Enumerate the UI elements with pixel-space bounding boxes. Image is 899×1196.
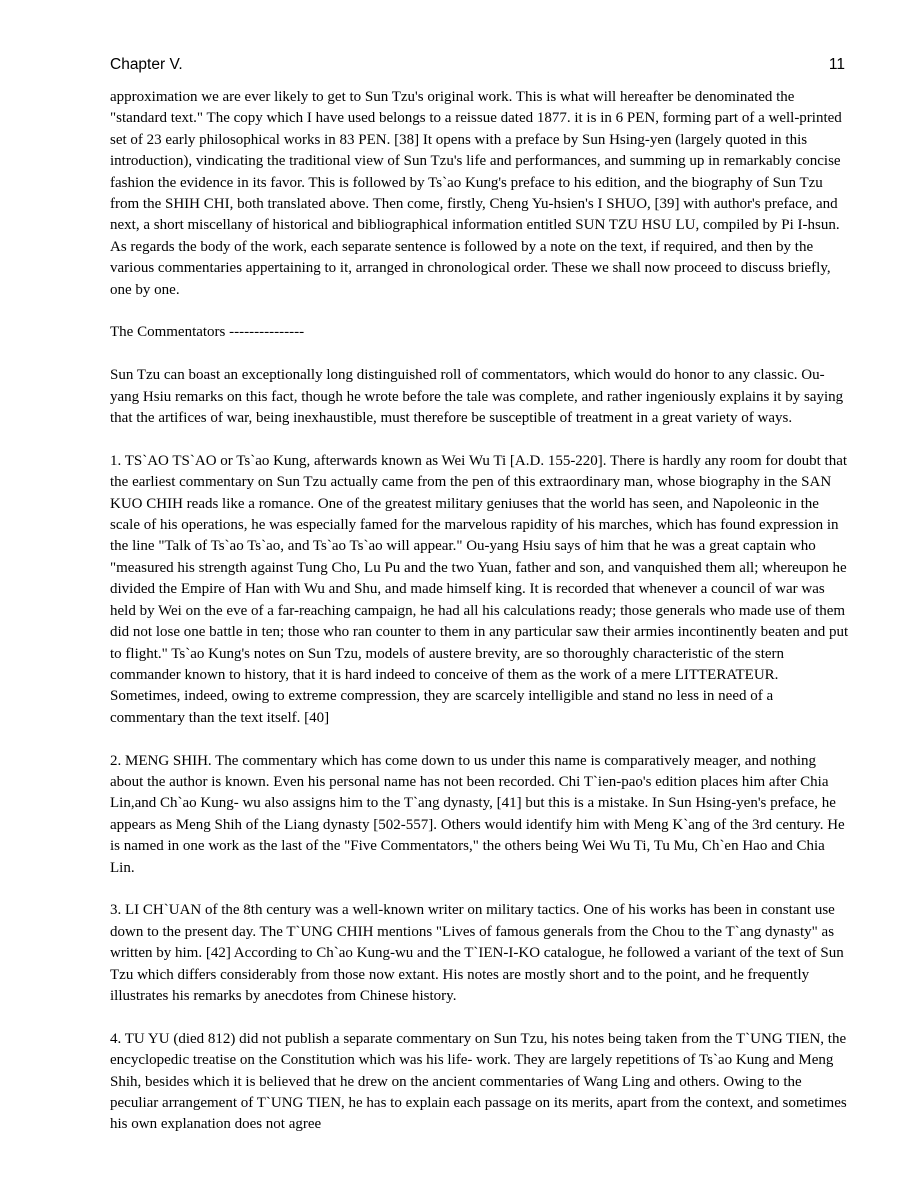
chapter-title: Chapter V. xyxy=(110,56,183,73)
section-heading-commentators: The Commentators --------------- xyxy=(110,324,305,341)
paragraph-tu-yu: 4. TU YU (died 812) did not publish a separate commentary on Sun Tzu, his notes being taken from the T`UNG TIEN, the encyclopedic treatise on the Constitution which was his life- work. They are largely repetitions of Ts`ao Kung and Meng Shih, besides which it is believed that he drew on the ancient commentaries of Wang Ling and others. Owing to the peculiar arrangement of T`UNG TIEN, he has to explain each passage on its merits, apart from the context, and sometimes his own explanation does not agree xyxy=(110,1030,847,1133)
paragraph-commentators-intro: Sun Tzu can boast an exceptionally long distinguished roll of commentators, which would do honor to any classic. Ou-yang Hsiu remarks on this fact, though he wrote before the tale was complete, and rather ingeniously explains it by saying that the artifices of war, being inexhaustible, must therefore be susceptible of treatment in a great variety of ways. xyxy=(110,367,844,427)
paragraph-tsao-tsao: 1. TS`AO TS`AO or Ts`ao Kung, afterwards known as Wei Wu Ti [A.D. 155-220]. There is hardly any room for doubt that the earliest commentary on Sun Tzu actually came from the pen of this extraordinary man, whose biography in the SAN KUO CHIH reads like a romance. One of the greatest military geniuses that the world has seen, and Napoleonic in the scale of his operations, he was especially famed for the marvelous rapidity of his marches, which has found expression in the line "Talk of Ts`ao Ts`ao, and Ts`ao Ts`ao will appear." Ou-yang Hsiu says of him that he was a great captain who "measured his strength against Tung Cho, Lu Pu and the two Yuan, father and son, and vanquished them all; whereupon he divided the Empire of Han with Wu and Shu, and made himself king. It is recorded that whenever a council of war was held by Wei on the eve of a far-reaching campaign, he had all his calculations ready; those generals who made use of them did not lose one battle in ten; those who ran counter to them in any particular saw their armies incontinently beaten and put to flight." Ts`ao Kung's notes on Sun Tzu, models of austere brevity, are so thoroughly characteristic of the stern commander known to history, that it is hard indeed to conceive of them as the work of a mere LITTERATEUR. Sometimes, indeed, owing to extreme compression, they are scarcely intelligible and stand no less in need of a commentary than the text itself. [40] xyxy=(110,452,849,726)
page-header xyxy=(110,56,845,78)
paragraph-standard-text: approximation we are ever likely to get to Sun Tzu's original work. This is what will hereafter be denominated the "standard text." The copy which I have used belongs to a reissue dated 1877. it is in 6 PEN, forming part of a well-printed set of 23 early philosophical works in 83 PEN. [38] It opens with a preface by Sun Hsing-yen (largely quoted in this introduction), vindicating the traditional view of Sun Tzu's life and performances, and summing up in remarkably concise fashion the evidence in its favor. This is followed by Ts`ao Kung's preface to his edition, and the biography of Sun Tzu from the SHIH CHI, both translated above. Then come, firstly, Cheng Yu-hsien's I SHUO, [39] with author's preface, and next, a short miscellany of historical and bibliographical information entitled SUN TZU HSU LU, compiled by Pi I-hsun. As regards the body of the work, each separate sentence is followed by a note on the text, if required, and then by the various commentaries appertaining to it, arranged in chronological order. These we shall now proceed to discuss briefly, one by one. xyxy=(110,89,842,298)
paragraph-li-chuan: 3. LI CH`UAN of the 8th century was a well-known writer on military tactics. One of his works has been in constant use down to the present day. The T`UNG CHIH mentions "Lives of famous generals from the Chou to the T`ang dynasty" as written by him. [42] According to Ch`ao Kung-wu and the T`IEN-I-KO catalogue, he followed a variant of the text of Sun Tzu which differs considerably from those now extant. His notes are mostly short and to the point, and he frequently illustrates his remarks by anecdotes from Chinese history. xyxy=(110,902,844,1004)
paragraph-meng-shih: 2. MENG SHIH. The commentary which has come down to us under this name is comparatively meager, and nothing about the author is known. Even his personal name has not been recorded. Chi T`ien-pao's edition places him after Chia Lin,and Ch`ao Kung- wu also assigns him to the T`ang dynasty, [41] but this is a mistake. In Sun Hsing-yen's preface, he appears as Meng Shih of the Liang dynasty [502-557]. Others would identify him with Meng K`ang of the 3rd century. He is named in one work as the last of the "Five Commentators," the others being Wei Wu Ti, Tu Mu, Ch`en Hao and Chia Lin. xyxy=(110,752,845,876)
page-number: 11 xyxy=(828,56,845,73)
page-body xyxy=(110,87,850,1157)
